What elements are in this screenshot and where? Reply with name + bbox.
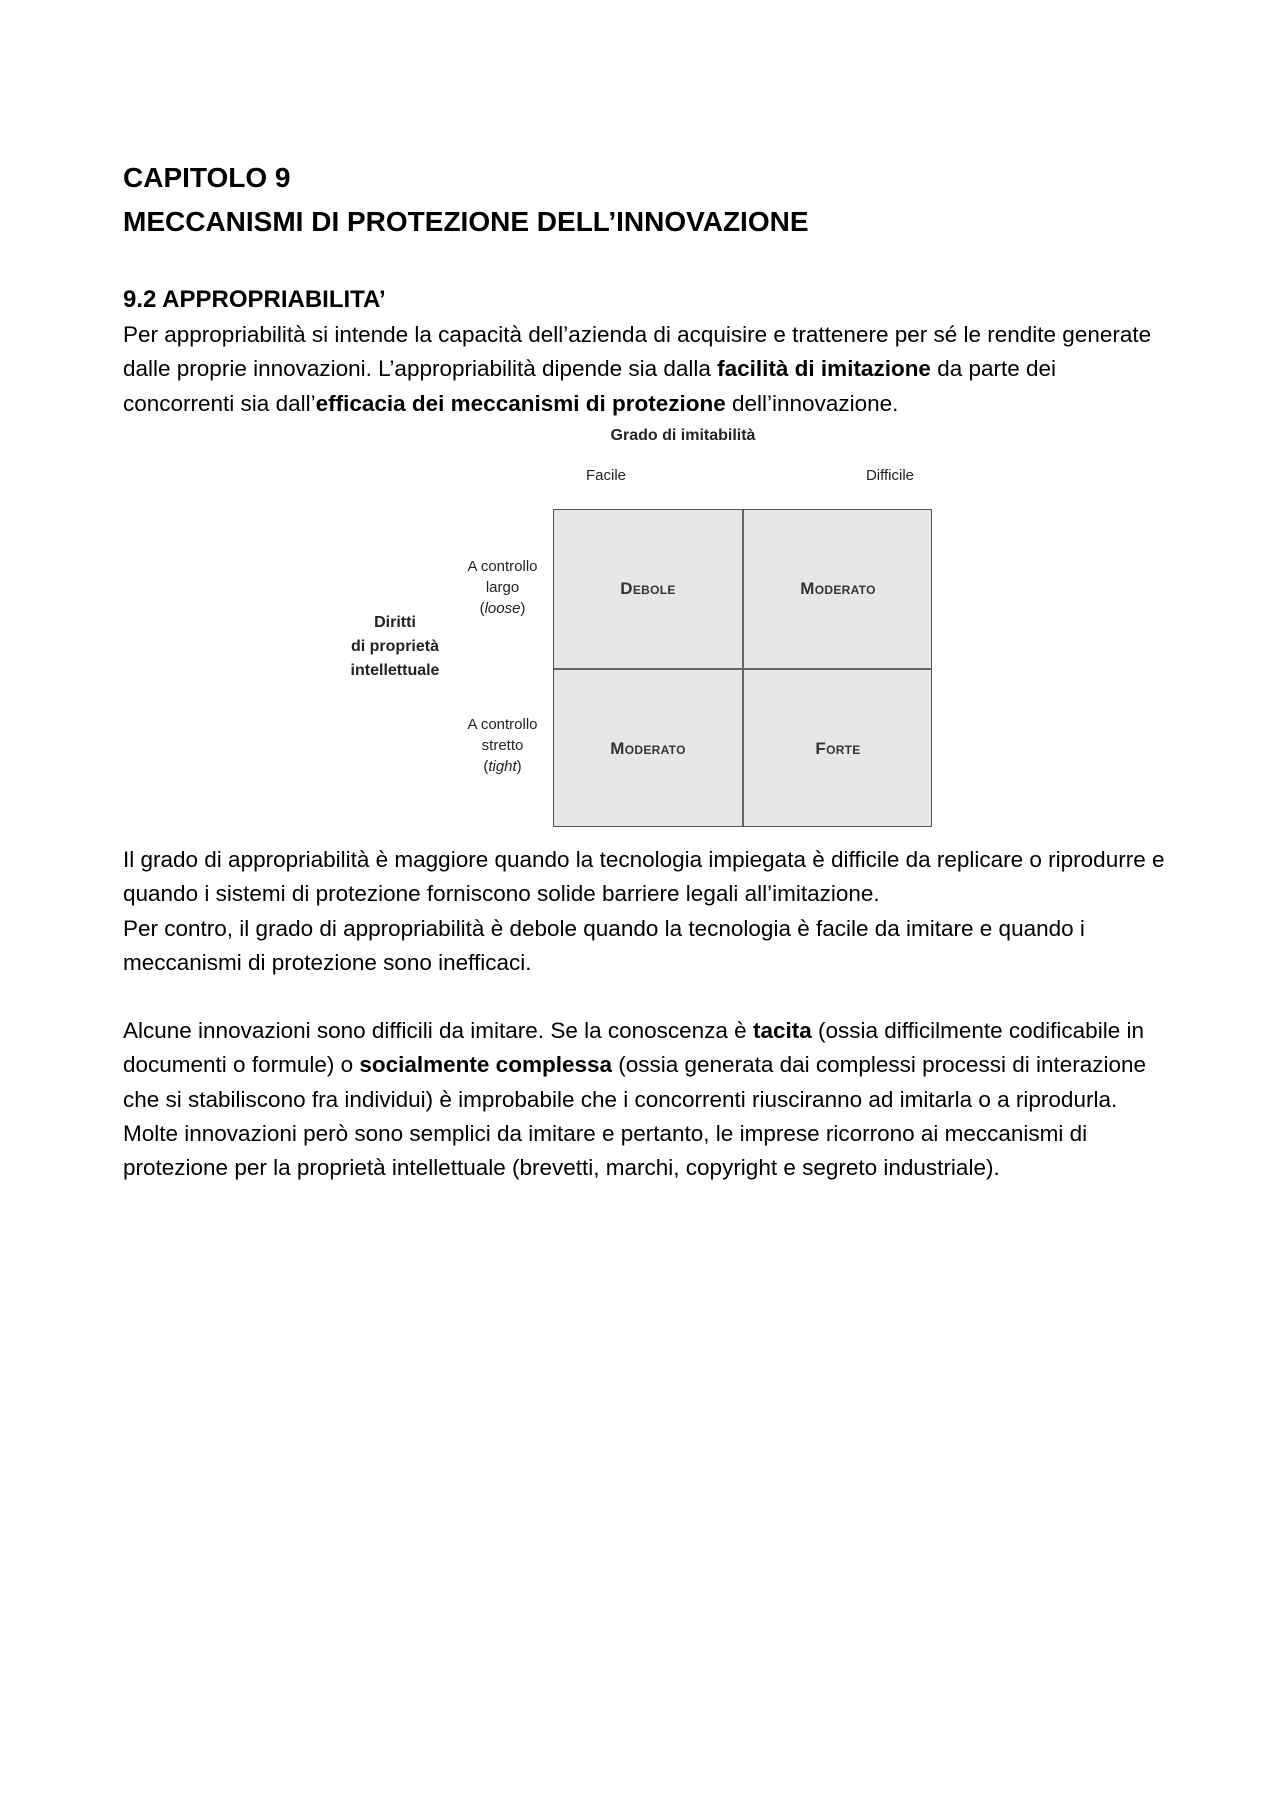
paragraph-appropriability-definition	[123, 318, 1173, 421]
appropriability-matrix-figure	[330, 425, 950, 835]
section-title: 9.2 APPROPRIABILITA’	[123, 286, 386, 313]
cell-top-left: Debole	[620, 579, 676, 598]
text-run: (ossia generata dai complessi processi di interazione che si stabiliscono fra individui) è improbabile che i concorrenti riusciranno ad imitarla o a riprodurla.	[123, 1052, 1147, 1112]
text-run: Alcune innovazioni sono difficili da imitare. Se la conoscenza è	[123, 1018, 753, 1043]
bold-run: tacita	[752, 1018, 812, 1043]
bold-run: efficacia dei meccanismi di protezione	[315, 390, 726, 416]
row-label-tight	[450, 714, 555, 777]
paragraph-appropriability-degree	[123, 843, 1173, 980]
row-label-line: stretto	[481, 737, 524, 754]
row-axis-line: di proprietà	[350, 638, 439, 655]
row-label-line: A controllo	[467, 558, 538, 575]
row-label-line: largo	[485, 579, 520, 596]
row-axis-label	[330, 611, 460, 683]
row-label-loose	[450, 556, 555, 619]
cell-bottom-left: Moderato	[610, 739, 686, 758]
row-axis-line: Diritti	[374, 614, 416, 631]
text-run: Per appropriabilità si intende la capacità dell’azienda di acquisire e trattenere per sé le rendite generate dalle proprie innovazioni. L’appropriabilità dipende sia dalla	[123, 322, 1152, 382]
text-run: dell’innovazione.	[725, 390, 899, 416]
text-run: da parte dei concorrenti sia dall’	[123, 356, 1057, 416]
text-run: (ossia difficilmente codificabile in documenti o formule) o	[123, 1018, 1144, 1078]
bold-run: facilità di imitazione	[717, 356, 931, 382]
row-label-line: (loose)	[479, 600, 526, 617]
chapter-number: CAPITOLO 9	[123, 162, 291, 193]
row-label-italic: tight	[488, 758, 517, 775]
row-label-italic: loose	[484, 600, 521, 617]
row-label-line: A controllo	[467, 716, 538, 733]
column-label-hard: Difficile	[865, 467, 915, 484]
text-line: Molte innovazioni però sono semplici da imitare e pertanto, le imprese ricorrono ai meccanismi di protezione per la proprietà intellettuale (brevetti, marchi, copyright e segreto industriale).	[123, 1120, 1088, 1181]
matrix-grid	[553, 509, 932, 827]
figure-top-title: Grado di imitabilità	[610, 427, 756, 444]
chapter-title: MECCANISMI DI PROTEZIONE DELL’INNOVAZIONE	[123, 206, 809, 237]
paragraph-imitation	[123, 1014, 1173, 1185]
row-label-line: (tight)	[483, 758, 522, 775]
text-line: Per contro, il grado di appropriabilità è debole quando la tecnologia è facile da imitare e quando i meccanismi di protezione sono inefficaci.	[123, 915, 1085, 975]
text-line: Il grado di appropriabilità è maggiore quando la tecnologia impiegata è difficile da replicare o riprodurre e quando i sistemi di protezione forniscono solide barriere legali all’imitazione.	[123, 847, 1165, 907]
bold-run: socialmente complessa	[359, 1052, 612, 1078]
cell-top-right: Moderato	[800, 579, 876, 598]
column-label-easy: Facile	[585, 467, 626, 484]
cell-bottom-right: Forte	[815, 739, 861, 758]
row-axis-line: intellettuale	[350, 662, 440, 679]
